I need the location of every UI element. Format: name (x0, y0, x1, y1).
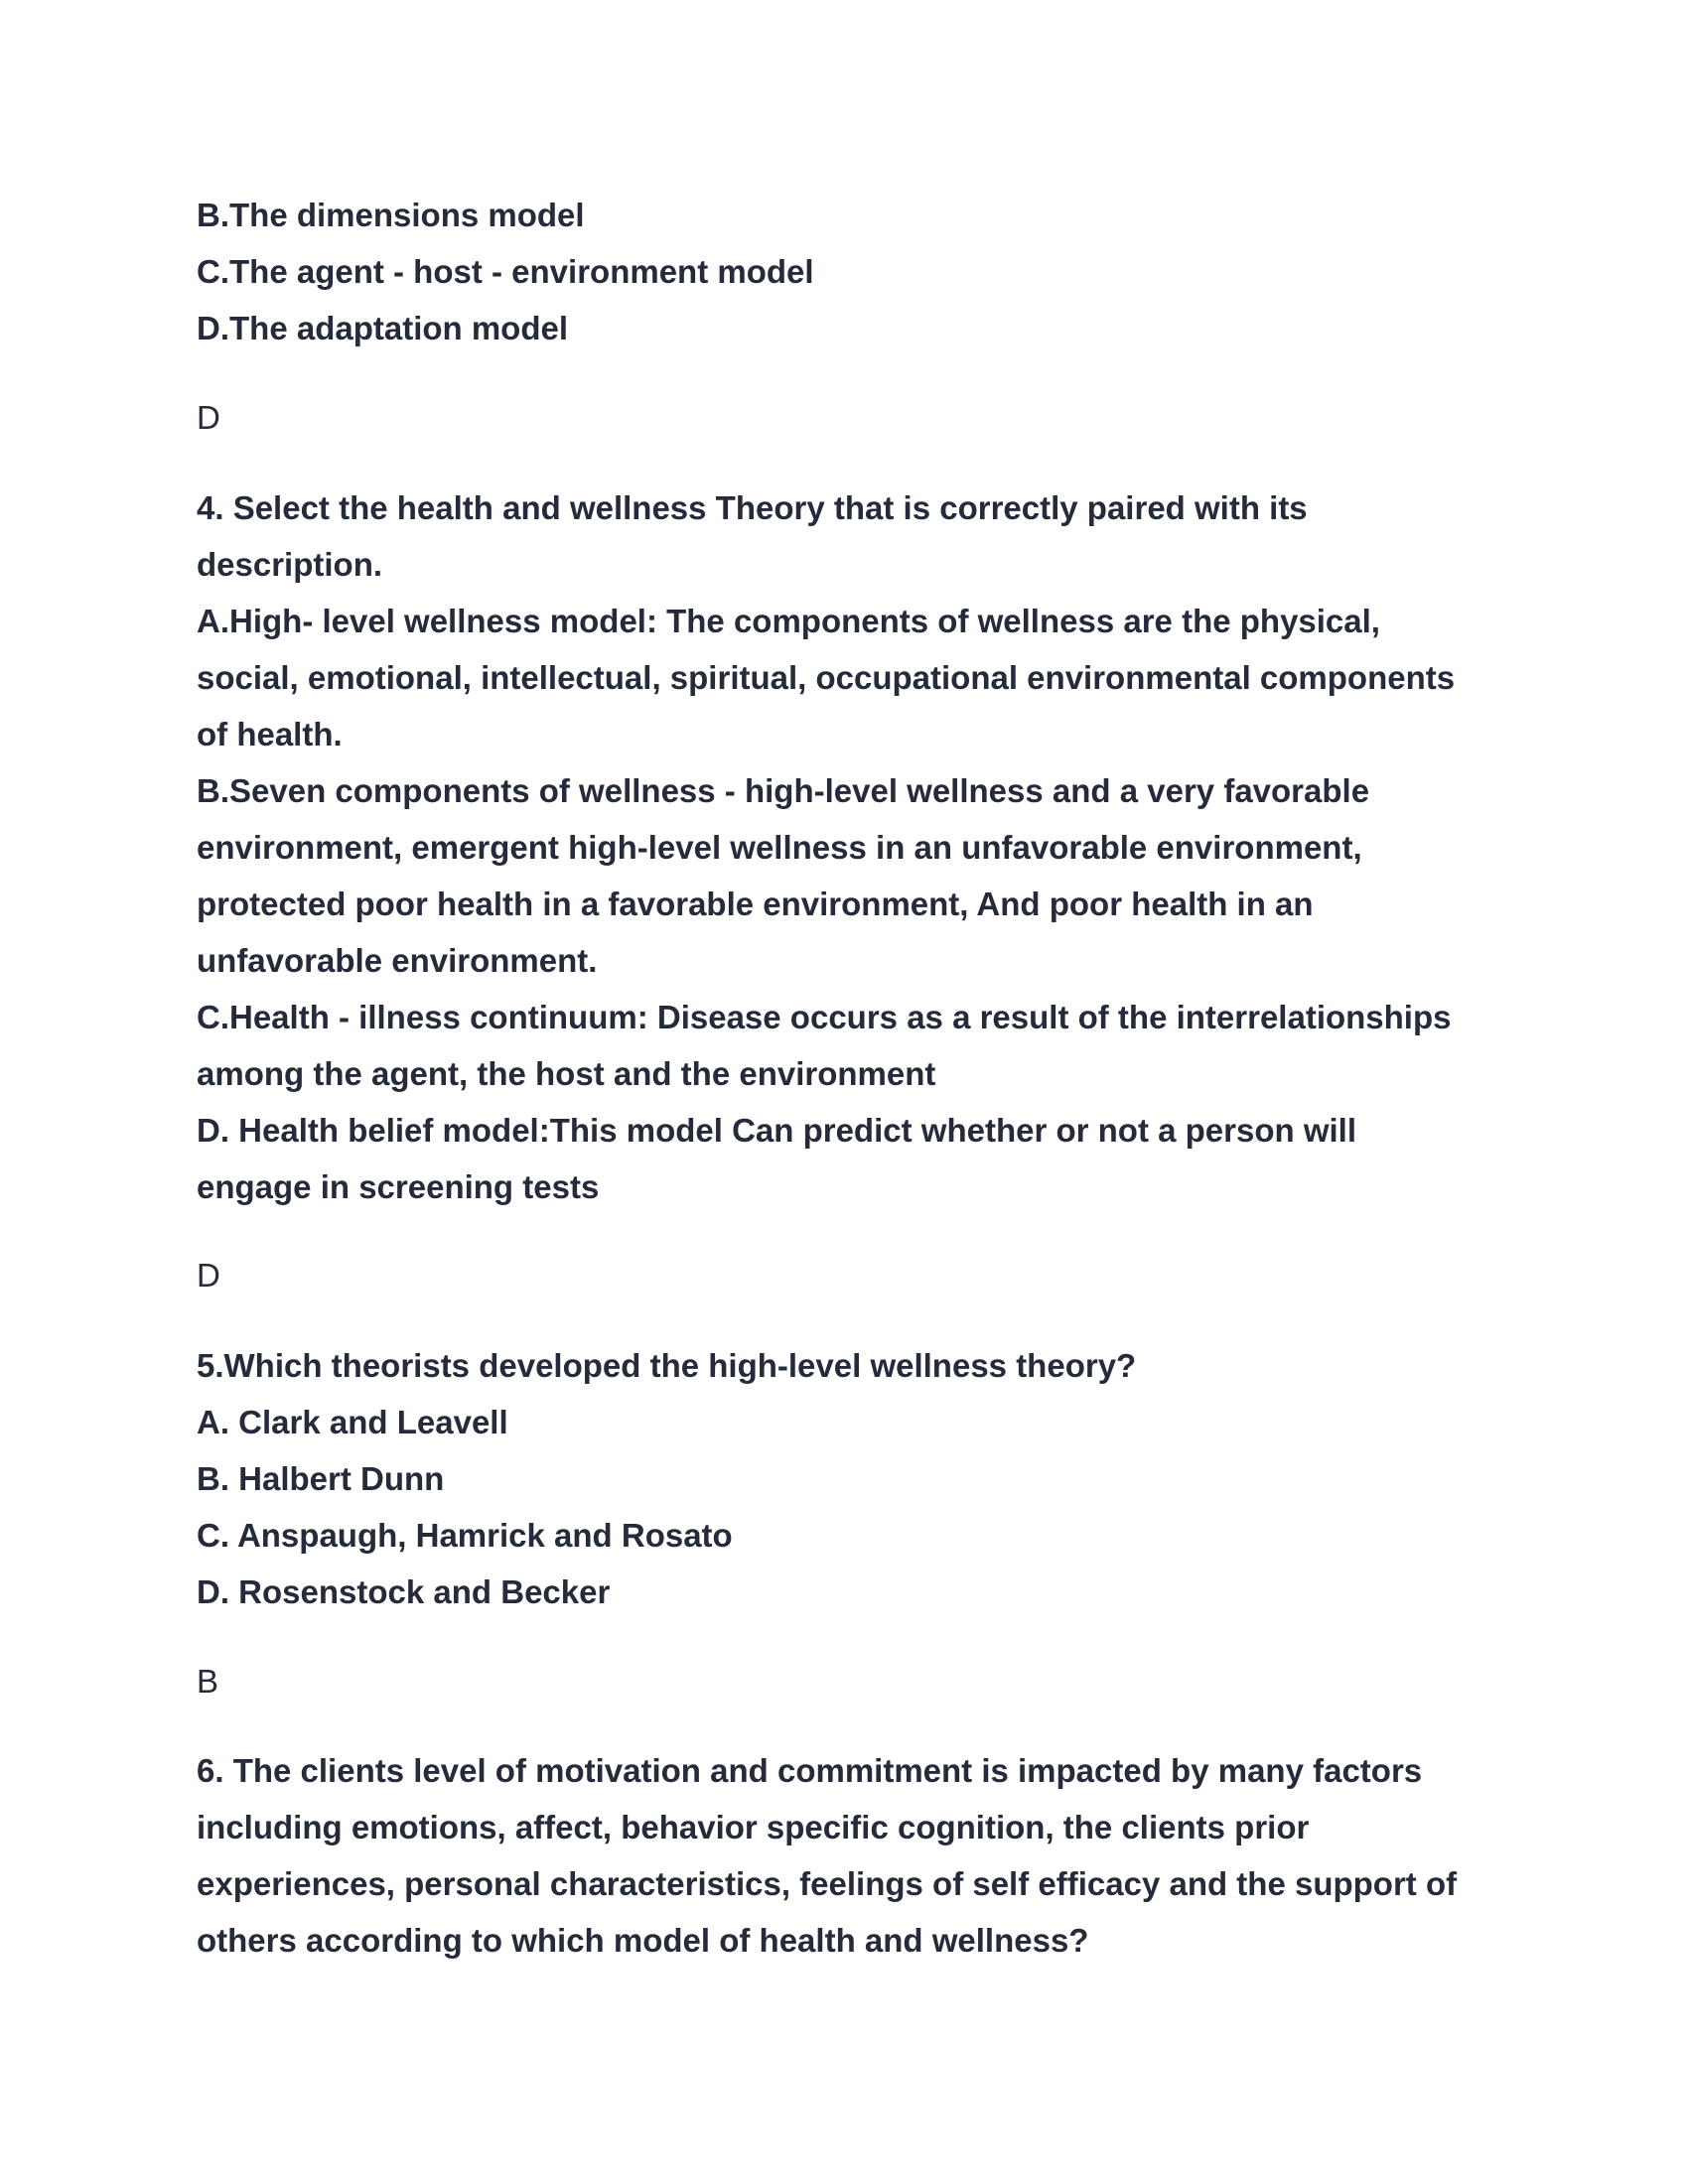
question-6-stem-line-2: including emotions, affect, behavior specific cognition, the clients prior (197, 1809, 1310, 1845)
question-5-stem: 5.Which theorists developed the high-level wellness theory? (197, 1347, 1137, 1384)
option-d: D.The adaptation model (197, 310, 569, 346)
option-c: C.The agent - host - environment model (197, 253, 814, 290)
option-b-line-2: environment, emergent high-level wellness in an unfavorable environment, (197, 829, 1362, 866)
option-b: B. Halbert Dunn (197, 1460, 445, 1497)
question-5-answer-block (197, 1653, 1507, 1709)
option-a-line-2: social, emotional, intellectual, spiritual, occupational environmental components (197, 659, 1456, 696)
option-d: D. Rosenstock and Becker (197, 1573, 611, 1610)
question-6-stem-line-1: 6. The clients level of motivation and commitment is impacted by many factors (197, 1752, 1423, 1789)
question-3-answer: D (197, 399, 220, 436)
option-c-line-2: among the agent, the host and the environment (197, 1055, 936, 1092)
option-d-line-1: D. Health belief model:This model Can predict whether or not a person will (197, 1112, 1356, 1149)
question-4 (197, 479, 1507, 1215)
option-b-line-4: unfavorable environment. (197, 942, 598, 979)
option-b-line-1: B.Seven components of wellness - high-level wellness and a very favorable (197, 772, 1370, 809)
option-c: C. Anspaugh, Hamrick and Rosato (197, 1517, 733, 1554)
question-6-stem-line-4: others according to which model of health and wellness? (197, 1922, 1089, 1959)
option-a-line-3: of health. (197, 716, 343, 752)
option-d-line-2: engage in screening tests (197, 1168, 600, 1205)
question-3-options (197, 187, 1507, 356)
option-a-line-1: A.High- level wellness model: The components of wellness are the physical, (197, 603, 1380, 639)
option-c-line-1: C.Health - illness continuum: Disease occurs as a result of the interrelationships (197, 999, 1452, 1035)
option-b-line-3: protected poor health in a favorable environment, And poor health in an (197, 886, 1314, 922)
question-6 (197, 1742, 1507, 1969)
question-5-answer: B (197, 1663, 219, 1700)
question-6-stem-line-3: experiences, personal characteristics, feelings of self efficacy and the support of (197, 1865, 1458, 1902)
option-b: B.The dimensions model (197, 197, 585, 233)
question-3-answer-block (197, 389, 1507, 446)
question-4-answer: D (197, 1257, 220, 1294)
option-a: A. Clark and Leavell (197, 1404, 508, 1440)
question-5 (197, 1337, 1507, 1620)
question-4-stem-line-2: description. (197, 546, 383, 583)
question-4-answer-block (197, 1247, 1507, 1303)
question-4-stem-line-1: 4. Select the health and wellness Theory that is correctly paired with its (197, 489, 1308, 526)
